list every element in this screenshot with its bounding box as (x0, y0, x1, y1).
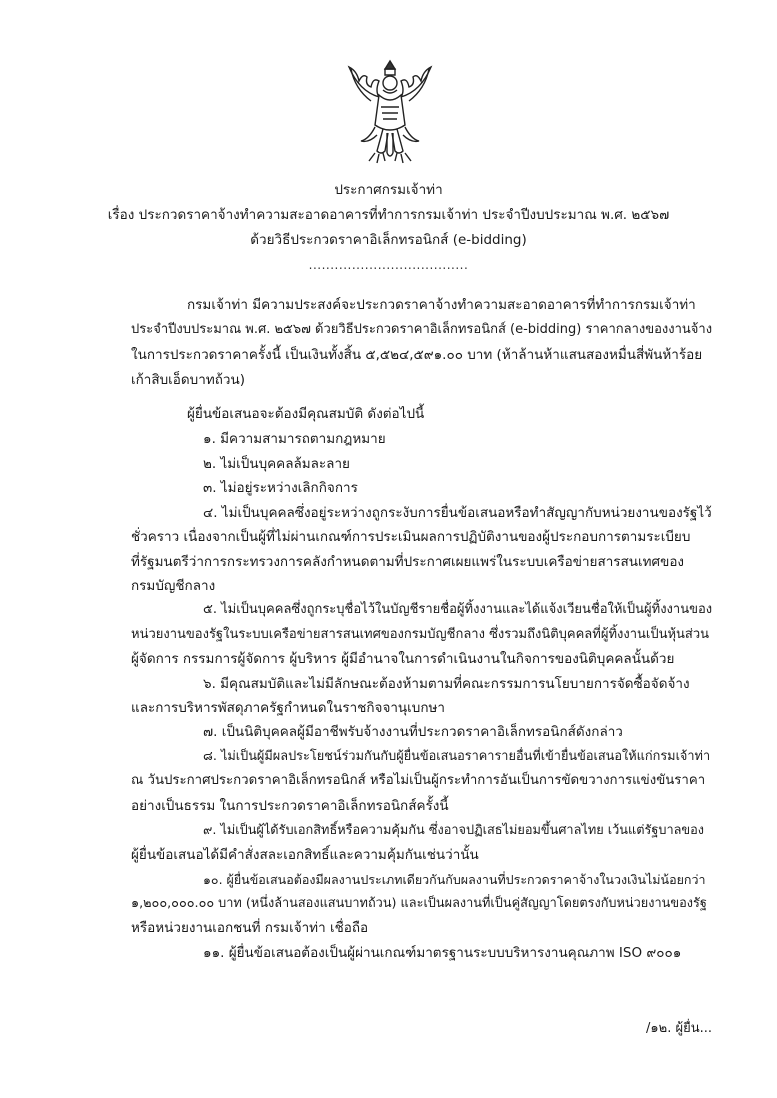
garuda-emblem-icon (341, 57, 439, 165)
qualification-item: อย่างเป็นธรรม ในการประกวดราคาอิเล็กทรอนิกส์ครั้งนี้ (131, 798, 449, 814)
agency-title: ประกาศกรมเจ้าท่า (334, 182, 443, 198)
qualification-item: ๙. ไม่เป็นผู้ได้รับเอกสิทธิ์หรือความคุ้มกัน ซึ่งอาจปฏิเสธไม่ยอมขึ้นศาลไทย เว้นแต่รัฐบาลของ (203, 823, 705, 838)
qualification-item: ที่รัฐมนตรีว่าการกระทรวงการคลังกำหนดตามที่ประกาศเผยแพร่ในระบบเครือข่ายสารสนเทศของ (131, 554, 685, 570)
qualification-item: กรมบัญชีกลาง (131, 578, 216, 594)
qualification-item: ๘. ไม่เป็นผู้มีผลประโยชน์ร่วมกันกับผู้ยื่นข้อเสนอราคารายอื่นที่เข้ายื่นข้อเสนอให้แก่กรมเจ้าท่า (203, 749, 711, 764)
intro-line: เก้าสิบเอ็ดบาทถ้วน) (131, 372, 245, 388)
qualifications-heading: ผู้ยื่นข้อเสนอจะต้องมีคุณสมบัติ ดังต่อไปนี้ (187, 406, 425, 422)
intro-line: กรมเจ้าท่า มีความประสงค์จะประกวดราคาจ้างทำความสะอาดอาคารที่ทำการกรมเจ้าท่า (187, 297, 696, 313)
qualification-item: ๖. มีคุณสมบัติและไม่มีลักษณะต้องห้ามตามที่คณะกรรมการนโยบายการจัดซื้อจัดจ้าง (203, 676, 690, 692)
qualification-item: หรือหน่วยงานเอกชนที่ กรมเจ้าท่า เชื่อถือ (131, 920, 369, 936)
qualification-item: ๑,๒๐๐,๐๐๐.๐๐ บาท (หนึ่งล้านสองแสนบาทถ้วน) และเป็นผลงานที่เป็นคู่สัญญาโดยตรงกับหน่วยงานของรัฐ (131, 896, 707, 911)
qualification-item: ผู้ยื่นข้อเสนอได้มีคำสั่งสละเอกสิทธิ์และความคุ้มกันเช่นว่านั้น (131, 847, 479, 863)
qualification-item: ๓. ไม่อยู่ระหว่างเลิกกิจการ (203, 480, 358, 496)
bidding-method: ด้วยวิธีประกวดราคาอิเล็กทรอนิกส์ (e-bidding) (250, 232, 527, 248)
page-continuation: /๑๒. ผู้ยื่น... (646, 1021, 712, 1036)
qualification-item: และการบริหารพัสดุภาครัฐกำหนดในราชกิจจานุเบกษา (131, 700, 446, 716)
qualification-item: ๑๑. ผู้ยื่นข้อเสนอต้องเป็นผู้ผ่านเกณฑ์มาตรฐานระบบบริหารงานคุณภาพ ISO ๙๐๐๑ (203, 945, 682, 961)
qualification-item: ๕. ไม่เป็นบุคคลซึ่งถูกระบุชื่อไว้ในบัญชีรายชื่อผู้ทิ้งงานและได้แจ้งเวียนชื่อให้เป็นผู้ทิ้งงานของ (203, 602, 713, 617)
intro-line: ประจำปีงบประมาณ พ.ศ. ๒๕๖๗ ด้วยวิธีประกวดราคาอิเล็กทรอนิกส์ (e-bidding) ราคากลางของงานจ้าง (131, 322, 713, 337)
announcement-subject: เรื่อง ประกวดราคาจ้างทำความสะอาดอาคารที่ทำการกรมเจ้าท่า ประจำปีงบประมาณ พ.ศ. ๒๕๖๗ (107, 207, 670, 223)
qualification-item: ผู้จัดการ กรรมการผู้จัดการ ผู้บริหาร ผู้มีอำนาจในการดำเนินงานในกิจการของนิติบุคคลนั้นด้วย (131, 651, 675, 667)
qualification-item: ชั่วคราว เนื่องจากเป็นผู้ที่ไม่ผ่านเกณฑ์การประเมินผลการปฏิบัติงานของผู้ประกอบการตามระเบียบ (131, 529, 691, 545)
intro-line: ในการประกวดราคาครั้งนี้ เป็นเงินทั้งสิ้น ๕,๕๒๔,๕๙๑.๐๐ บาท (ห้าล้านห้าแสนสองหมื่นสี่พันห้าร้อย (131, 347, 703, 363)
qualification-item: ๗. เป็นนิติบุคคลผู้มีอาชีพรับจ้างงานที่ประกวดราคาอิเล็กทรอนิกส์ดังกล่าว (203, 724, 623, 740)
separator: ..................................... (308, 258, 469, 272)
qualification-item: ๑. มีความสามารถตามกฎหมาย (203, 431, 386, 447)
qualification-item: ณ วันประกาศประกวดราคาอิเล็กทรอนิกส์ หรือไม่เป็นผู้กระทำการอันเป็นการขัดขวางการแข่งขันราคา (131, 773, 706, 788)
qualification-item: ๒. ไม่เป็นบุคคลล้มละลาย (203, 456, 350, 472)
qualification-item: ๔. ไม่เป็นบุคคลซึ่งอยู่ระหว่างถูกระงับการยื่นข้อเสนอหรือทำสัญญากับหน่วยงานของรัฐไว้ (203, 505, 712, 521)
qualification-item: ๑๐. ผู้ยื่นข้อเสนอต้องมีผลงานประเภทเดียวกันกับผลงานที่ประกวดราคาจ้างในวงเงินไม่น้อยกว่า (203, 872, 706, 887)
qualification-item: หน่วยงานของรัฐในระบบเครือข่ายสารสนเทศของกรมบัญชีกลาง ซึ่งรวมถึงนิติบุคคลที่ผู้ทิ้งงานเป็นหุ้นส่วน (131, 627, 710, 642)
